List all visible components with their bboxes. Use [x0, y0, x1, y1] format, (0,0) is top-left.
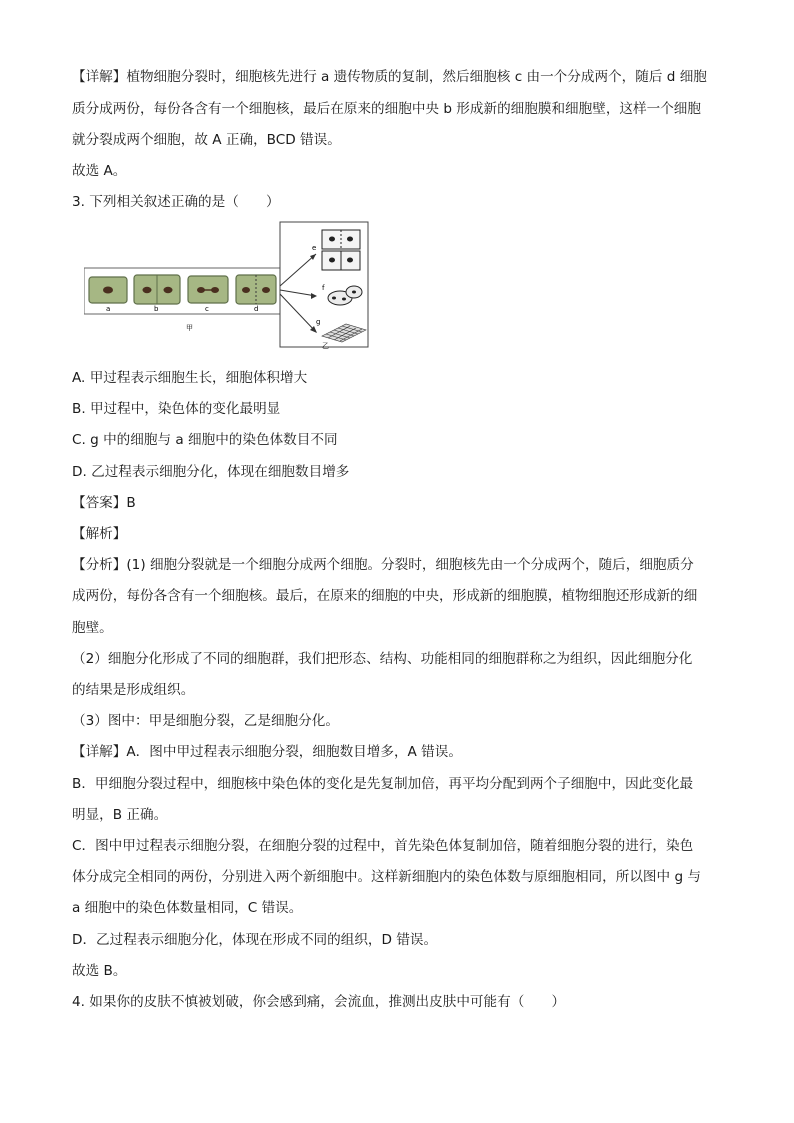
- label-g: g: [316, 318, 321, 326]
- arrow-to-g: [280, 294, 316, 332]
- text-line: 胞壁。: [72, 620, 113, 636]
- cell-b-nucleus-left: [143, 287, 152, 293]
- branch-e-nucleus: [347, 258, 353, 263]
- label-f: f: [322, 284, 325, 292]
- text-line: a 细胞中的染色体数量相同，C 错误。: [72, 900, 303, 916]
- branch-f-nucleus: [332, 297, 336, 300]
- branch-f-nucleus: [352, 291, 356, 294]
- question-stem: 4. 如果你的皮肤不慎被划破，你会感到痛，会流血，推测出皮肤中可能有（ ）: [72, 994, 566, 1010]
- text-line: 【分析】(1) 细胞分裂就是一个细胞分成两个细胞。分裂时，细胞核先由一个分成两个，随后，细胞质分: [72, 557, 694, 573]
- text-line: （3）图中：甲是细胞分裂，乙是细胞分化。: [72, 713, 339, 729]
- branch-e-nucleus: [347, 237, 353, 242]
- option-b: B. 甲过程中，染色体的变化最明显: [72, 401, 281, 417]
- label-c: c: [205, 305, 209, 313]
- text-line: 就分裂成两个细胞，故 A 正确，BCD 错误。: [72, 132, 341, 148]
- label-b: b: [154, 305, 159, 313]
- branch-f-nucleus: [342, 298, 346, 301]
- option-c: C. g 中的细胞与 a 细胞中的染色体数目不同: [72, 432, 338, 448]
- cell-b-nucleus-right: [164, 287, 173, 293]
- text-line: C．图中甲过程表示细胞分裂，在细胞分裂的过程中，首先染色体复制加倍，随着细胞分裂的进行，染色: [72, 838, 694, 854]
- text-line: 故选 B。: [72, 963, 127, 979]
- label-e: e: [312, 244, 317, 252]
- yi-label: 乙: [322, 342, 329, 350]
- option-a: A. 甲过程表示细胞生长，细胞体积增大: [72, 370, 308, 386]
- cell-d-nucleus-right: [262, 287, 270, 293]
- text-line: 明显，B 正确。: [72, 807, 168, 823]
- arrow-head-f: [311, 293, 317, 299]
- question-stem: 3. 下列相关叙述正确的是（ ）: [72, 194, 280, 210]
- text-line: B．甲细胞分裂过程中，细胞核中染色体的变化是先复制加倍，再平均分配到两个子细胞中，因此变化最: [72, 776, 694, 792]
- figure-svg: [84, 220, 374, 350]
- cell-division-figure: [84, 220, 374, 350]
- cell-c-nucleus-right: [211, 287, 219, 293]
- text-line: 【详解】植物细胞分裂时，细胞核先进行 a 遗传物质的复制，然后细胞核 c 由一个分成两个，随后 d 细胞: [72, 69, 707, 85]
- arrow-to-e: [280, 254, 316, 286]
- text-line: D．乙过程表示细胞分化，体现在形成不同的组织，D 错误。: [72, 932, 438, 948]
- branch-e-nucleus: [329, 237, 335, 242]
- answer-line: 【答案】B: [72, 495, 136, 511]
- arrow-to-f: [280, 290, 316, 296]
- text-line: 故选 A。: [72, 163, 127, 179]
- option-d: D. 乙过程表示细胞分化，体现在细胞数目增多: [72, 464, 350, 480]
- label-d: d: [254, 305, 259, 313]
- branch-e-nucleus: [329, 258, 335, 263]
- cell-d-nucleus-left: [242, 287, 250, 293]
- branch-g-tissue: [322, 324, 366, 342]
- jia-label: 甲: [186, 324, 193, 332]
- text-line: 的结果是形成组织。: [72, 682, 195, 698]
- text-line: 成两份，每份各含有一个细胞核。最后，在原来的细胞的中央，形成新的细胞膜，植物细胞还形成新的细: [72, 588, 698, 604]
- text-line: （2）细胞分化形成了不同的细胞群，我们把形态、结构、功能相同的细胞群称之为组织，因此细胞分化: [72, 651, 693, 667]
- analysis-heading: 【解析】: [72, 526, 127, 542]
- text-line: 质分成两份，每份各含有一个细胞核，最后在原来的细胞中央 b 形成新的细胞膜和细胞壁，这样一个细胞: [72, 101, 701, 117]
- label-a: a: [106, 305, 111, 313]
- cell-a-nucleus: [103, 287, 113, 294]
- text-line: 体分成完全相同的两份，分别进入两个新细胞中。这样新细胞内的染色体数与原细胞相同，所以图中 g 与: [72, 869, 701, 885]
- text-line: 【详解】A．图中甲过程表示细胞分裂，细胞数目增多，A 错误。: [72, 744, 462, 760]
